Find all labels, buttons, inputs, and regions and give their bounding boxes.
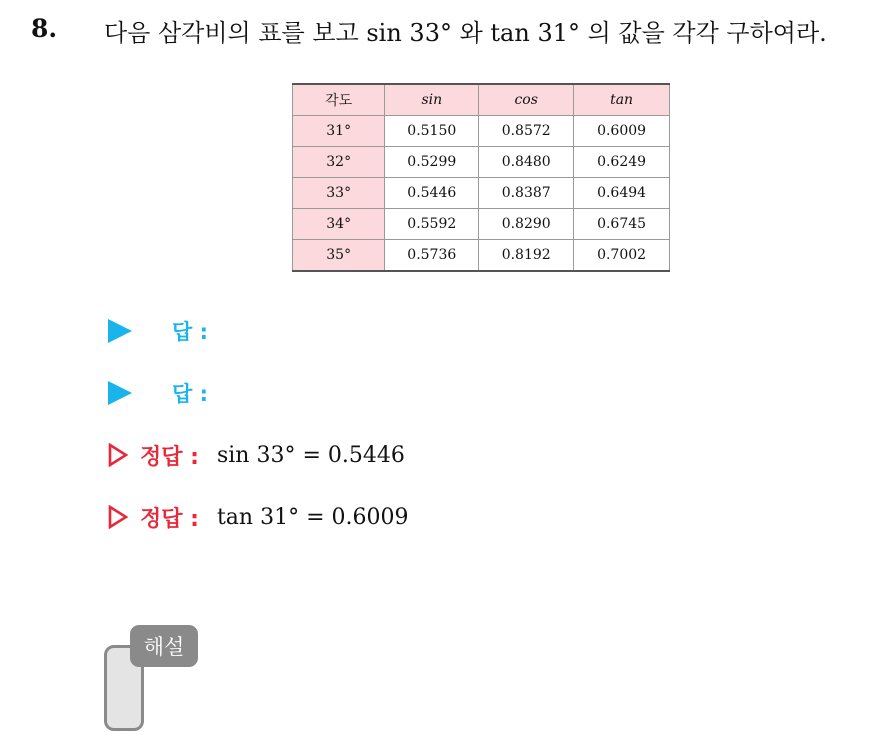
header-cos: cos [479, 84, 574, 116]
cell-tan: 0.6249 [574, 147, 670, 178]
correct-answer-value: sin 33° = 0.5446 [216, 442, 405, 468]
correct-answer-line-2 [108, 499, 408, 535]
cell-cos: 0.8290 [479, 209, 574, 240]
cell-sin: 0.5299 [385, 147, 479, 178]
cell-angle: 35° [293, 240, 385, 272]
outline-triangle-icon [108, 505, 128, 529]
cell-tan: 0.6009 [574, 116, 670, 147]
cell-sin: 0.5446 [385, 178, 479, 209]
cell-cos: 0.8572 [479, 116, 574, 147]
solution-tab[interactable]: 해설 [130, 625, 198, 667]
answer-line-2 [108, 375, 208, 411]
cell-sin: 0.5736 [385, 240, 479, 272]
correct-answer-label: 정답 : [140, 506, 199, 532]
cell-tan: 0.6494 [574, 178, 670, 209]
table-header-row [293, 84, 670, 116]
trig-ratio-table [292, 83, 670, 272]
table-row [293, 209, 670, 240]
question-text: 다음 삼각비의 표를 보고 sin 33° 와 tan 31° 의 값을 각각 구하여라. [104, 19, 827, 47]
correct-answer-label: 정답 : [140, 444, 199, 470]
cell-cos: 0.8480 [479, 147, 574, 178]
table-row [293, 178, 670, 209]
header-angle: 각도 [293, 84, 385, 116]
correct-answer-value: tan 31° = 0.6009 [216, 504, 409, 530]
play-triangle-icon [108, 381, 132, 405]
answer-label: 답 : [172, 320, 208, 344]
table-row [293, 147, 670, 178]
answer-line-1 [108, 313, 208, 349]
cell-sin: 0.5150 [385, 116, 479, 147]
cell-sin: 0.5592 [385, 209, 479, 240]
outline-triangle-icon [108, 443, 128, 467]
cell-angle: 31° [293, 116, 385, 147]
cell-tan: 0.6745 [574, 209, 670, 240]
correct-answer-line-1 [108, 437, 405, 473]
table-row [293, 116, 670, 147]
play-triangle-icon [108, 319, 132, 343]
cell-cos: 0.8192 [479, 240, 574, 272]
header-tan: tan [574, 84, 670, 116]
header-sin: sin [385, 84, 479, 116]
cell-angle: 33° [293, 178, 385, 209]
cell-angle: 34° [293, 209, 385, 240]
cell-tan: 0.7002 [574, 240, 670, 272]
question-number: 8. [31, 14, 58, 43]
cell-angle: 32° [293, 147, 385, 178]
table-row [293, 240, 670, 272]
answer-label: 답 : [172, 382, 208, 406]
cell-cos: 0.8387 [479, 178, 574, 209]
